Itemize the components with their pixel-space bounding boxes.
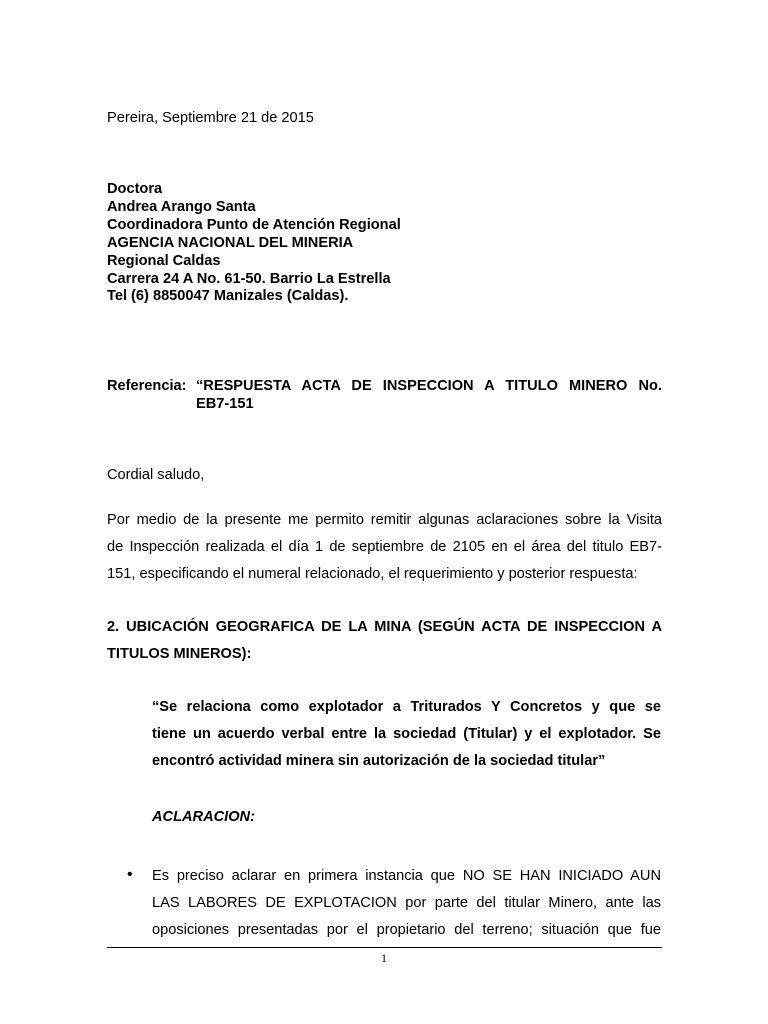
intro-line: 151, especificando el numeral relacionado, el requerimiento y posterior respuesta: <box>107 566 638 582</box>
reference-block <box>107 377 662 413</box>
recipient-name: Andrea Arango Santa <box>107 198 256 215</box>
bullet-line: Es preciso aclarar en primera instancia que NO SE HAN INICIADO AUN <box>152 868 661 884</box>
bullet-paragraph <box>152 863 661 944</box>
intro-line: de Inspección realizada el día 1 de septiembre de 2105 en el área del titulo EB7- <box>107 539 662 555</box>
recipient-position: Coordinadora Punto de Atención Regional <box>107 216 401 233</box>
intro-paragraph <box>107 507 662 588</box>
recipient-title: Doctora <box>107 181 163 197</box>
quote-line: tiene un acuerdo verbal entre la sociedad (Titular) y el explotador. Se <box>152 726 661 742</box>
quoted-finding <box>152 694 661 775</box>
section-heading-line1: 2. UBICACIÓN GEOGRAFICA DE LA MINA (SEGÚN ACTA DE INSPECCION A <box>107 619 662 635</box>
footer-rule <box>107 947 662 948</box>
section-heading <box>107 614 662 668</box>
reference-text-line2: EB7-151 <box>196 396 254 412</box>
page-number: 1 <box>381 951 387 965</box>
recipient-block <box>107 181 401 306</box>
quote-line: “Se relaciona como explotador a Triturados Y Concretos y que se <box>152 699 661 715</box>
greeting: Cordial saludo, <box>107 467 205 483</box>
bullet-line: oposiciones presentadas por el propietario del terreno; situación que fue <box>152 922 661 938</box>
reference-text-line1: “RESPUESTA ACTA DE INSPECCION A TITULO MINERO No. <box>196 378 662 394</box>
section-heading-line2: TITULOS MINEROS): <box>107 646 252 662</box>
intro-line: Por medio de la presente me permito remitir algunas aclaraciones sobre la Visita <box>107 512 662 528</box>
aclaracion-heading: ACLARACION: <box>152 809 255 825</box>
quote-line: encontró actividad minera sin autorización de la sociedad titular” <box>152 753 606 769</box>
bullet-line: LAS LABORES DE EXPLOTACION por parte del titular Minero, ante las <box>152 895 661 911</box>
recipient-region: Regional Caldas <box>107 252 221 269</box>
recipient-address: Carrera 24 A No. 61-50. Barrio La Estrella <box>107 270 391 287</box>
bullet-icon: • <box>127 866 133 883</box>
recipient-phone: Tel (6) 8850047 Manizales (Caldas). <box>107 288 349 305</box>
reference-label: Referencia: <box>107 378 187 394</box>
recipient-agency: AGENCIA NACIONAL DEL MINERIA <box>107 234 354 251</box>
date-line: Pereira, Septiembre 21 de 2015 <box>107 110 314 126</box>
